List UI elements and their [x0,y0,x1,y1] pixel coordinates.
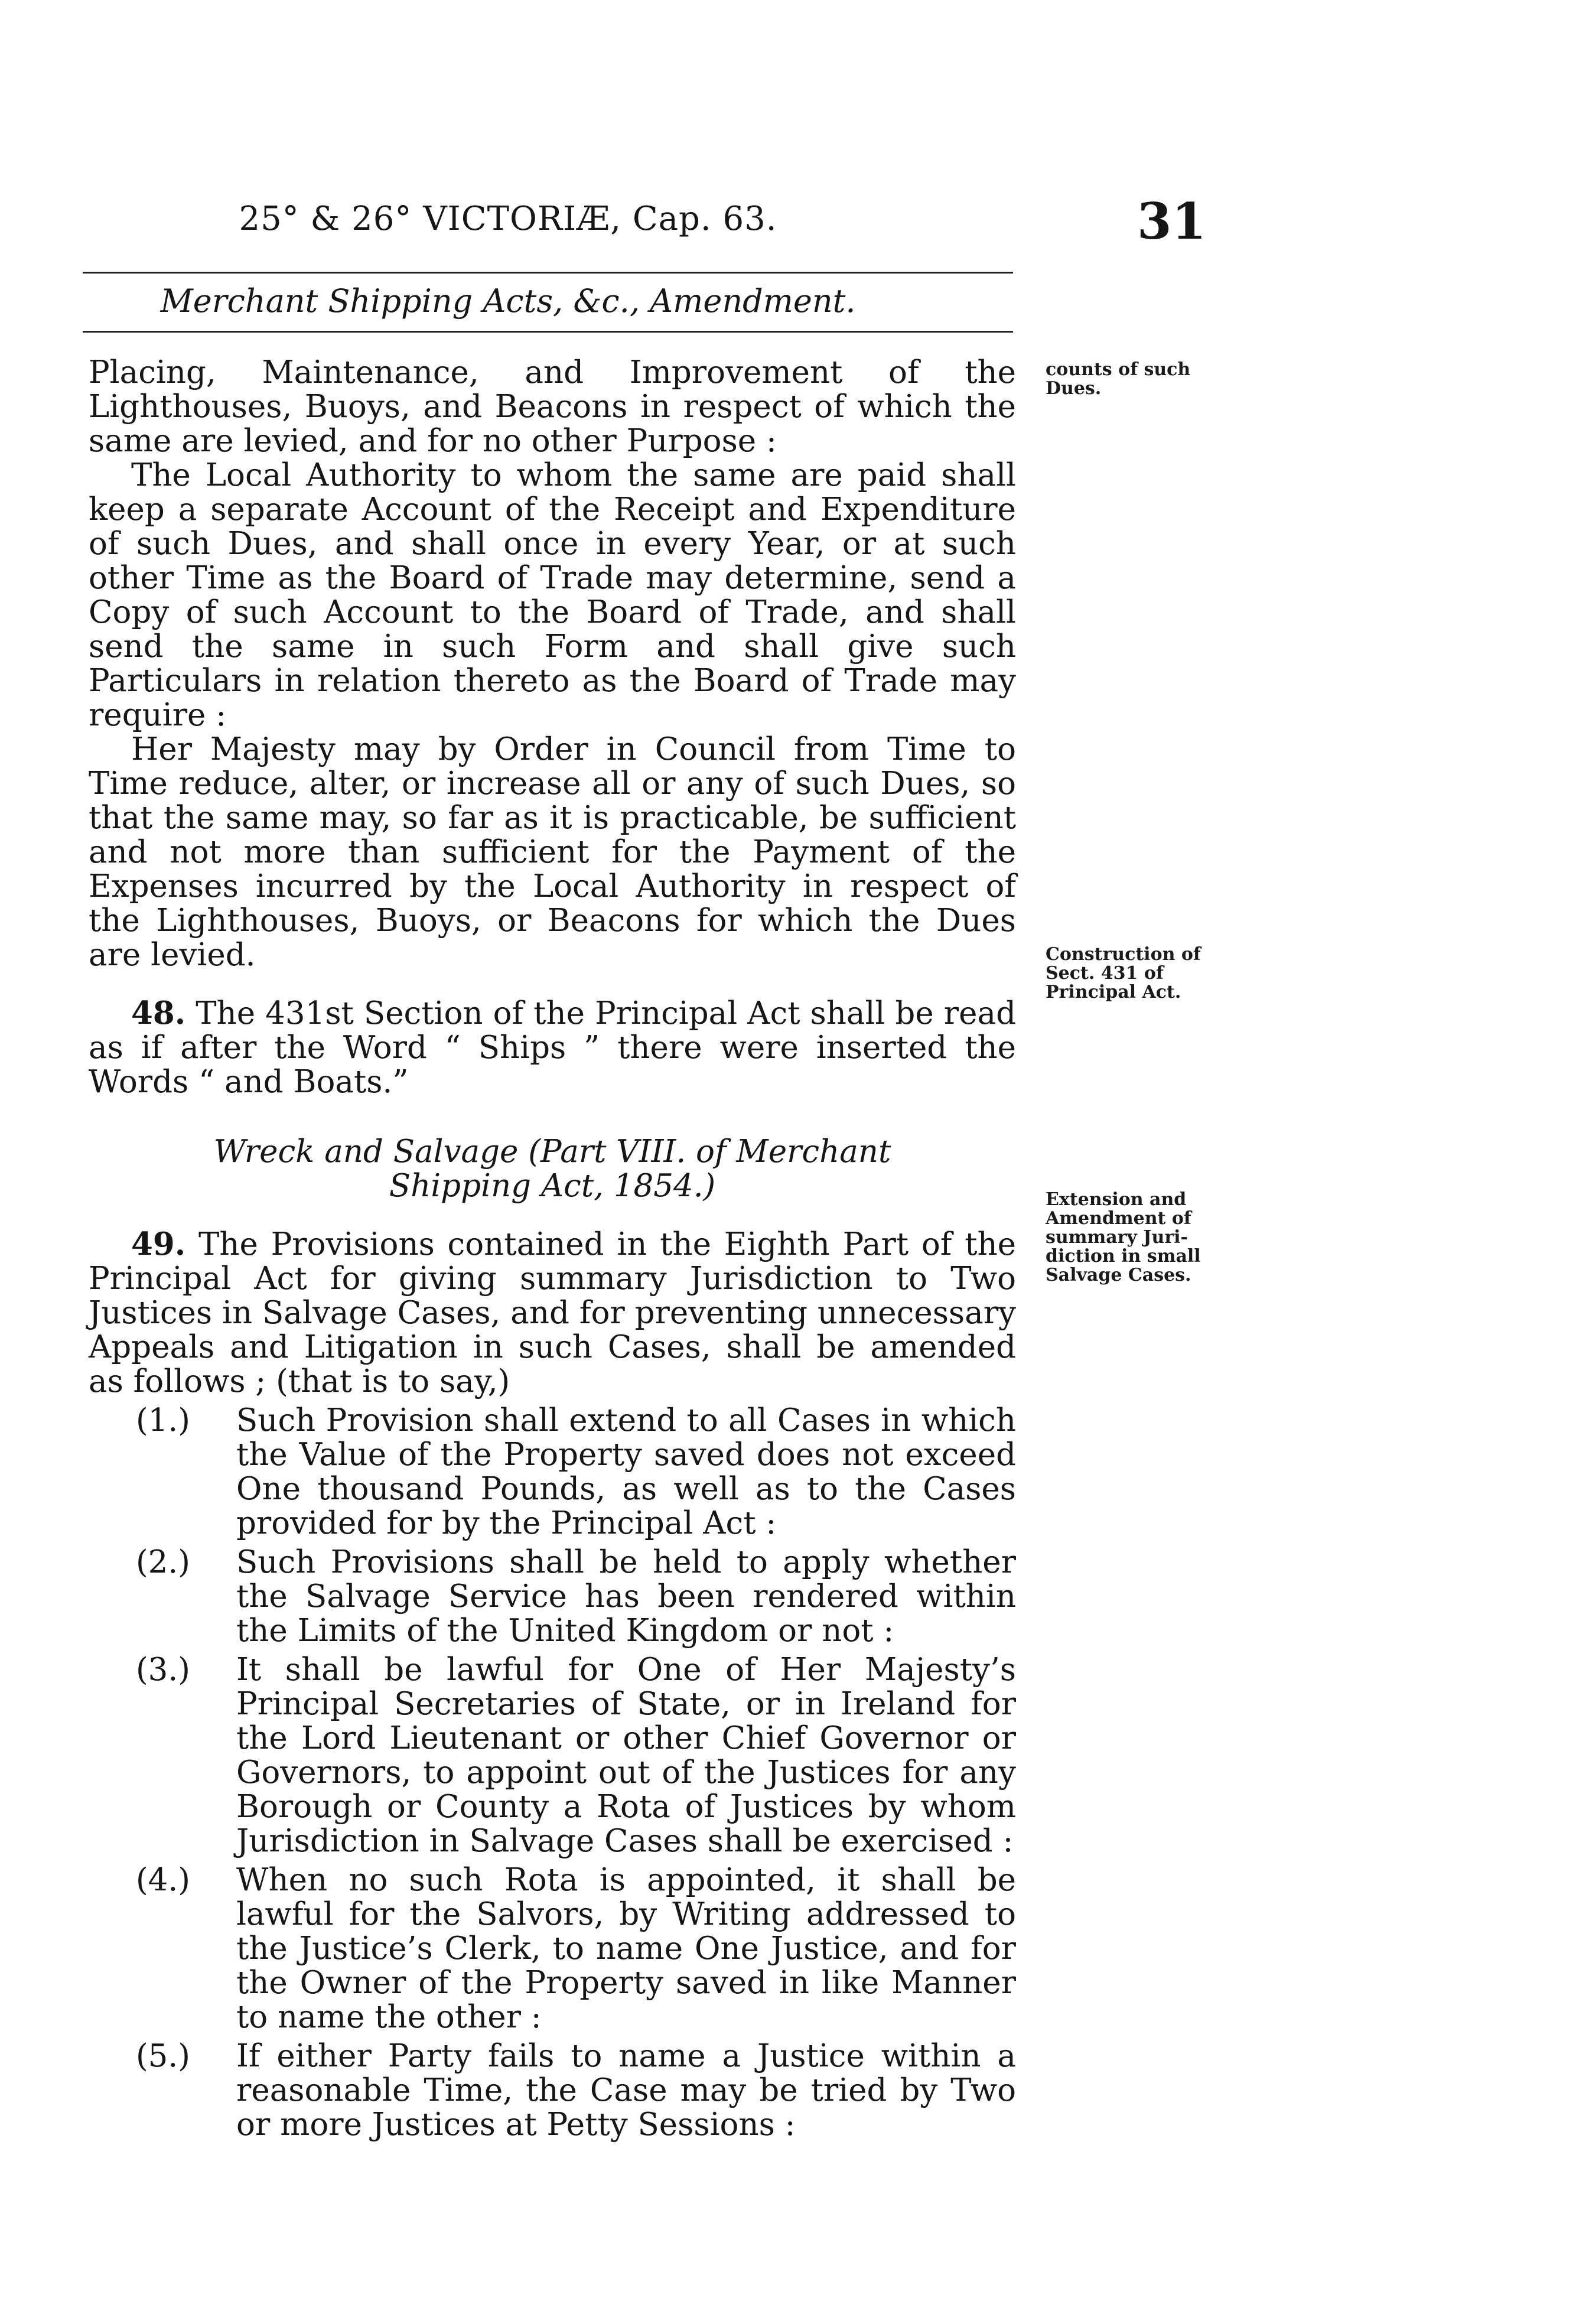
margin-note-construction: Construction of Sect. 431 of Principal Act. [1046,944,1201,1002]
margin-note-such-dues: counts of such Dues. [1046,359,1191,399]
part-heading: Wreck and Salvage (Part VIII. of Merchant Shipping Act, 1854.) [213,1134,891,1204]
body-text [89,356,1016,2147]
section-number: 48. [131,995,186,1031]
section-49 [89,1227,1016,1399]
list-item [89,1545,1016,1648]
margin-note-extension: Extension and Amendment of summary Juri-diction in small Salvage Cases. [1046,1189,1201,1285]
provision-number: (5.) [136,2038,190,2074]
section-text: The 431st Section of the Principal Act shall be read as if after the Word “ Ships ” there were inserted the Words “ and Boats.” [89,995,1016,1100]
list-item [89,2039,1016,2142]
act-subtitle: Merchant Shipping Acts, &c., Amendment. [160,282,856,320]
paragraph-order-in-council: Her Majesty may by Order in Council from Time to Time reduce, alter, or increase all or any of such Dues, so that the same may, so far as it is practicable, be sufficient and not more than sufficient for the Payment of the Expenses incurred by the Local Authority in respect of the Lighthouses, Buoys, or Beacons for which the Dues are levied. [89,731,1016,973]
provision-list [89,1404,1016,2142]
list-item [89,1653,1016,1858]
provision-text: When no such Rota is appointed, it shall be lawful for the Salvors, by Writing addressed to the Justice’s Clerk, to name One Justice, and for the Owner of the Property saved in like Manner to name the other : [236,1862,1016,2035]
list-item [89,1404,1016,1541]
provision-text: It shall be lawful for One of Her Majesty’s Principal Secretaries of State, or in Ireland for the Lord Lieutenant or other Chief Governor or Governors, to appoint out of the Justices for any Borough or County a Rota of Justices by whom Jurisdiction in Salvage Cases shall be exercised : [236,1652,1016,1859]
section-48 [89,996,1016,1099]
paragraph-continued: Placing, Maintenance, and Improvement of the Lighthouses, Buoys, and Beacons in respect of which the same are levied, and for no other Purpose : [89,354,1016,459]
page-number: 31 [1137,192,1206,250]
provision-text: If either Party fails to name a Justice within a reasonable Time, the Case may be tried by Two or more Justices at Petty Sessions : [236,2038,1016,2143]
header-rule-top [83,272,1013,274]
provision-number: (2.) [136,1544,190,1580]
paragraph-account: The Local Authority to whom the same are paid shall keep a separate Account of the Receipt and Expenditure of such Dues, and shall once in every Year, or at such other Time as the Board of Trade may determine, send a Copy of such Account to the Board of Trade, and shall send the same in such Form and shall give such Particulars in relation thereto as the Board of Trade may require : [89,457,1016,733]
list-item [89,1863,1016,2035]
header-rule-bottom [83,331,1013,333]
provision-number: (4.) [136,1862,190,1898]
provision-number: (1.) [136,1402,190,1438]
running-title: 25° & 26° VICTORIÆ, Cap. 63. [239,200,777,238]
provision-text: Such Provision shall extend to all Cases in which the Value of the Property saved does not exceed One thousand Pounds, as well as to the Cases provided for by the Principal Act : [236,1402,1016,1541]
section-text: The Provisions contained in the Eighth Part of the Principal Act for giving summary Jurisdiction to Two Justices in Salvage Cases, and for preventing unnecessary Appeals and Litigation in such Cases, shall be amended as follows ; (that is to say,) [89,1226,1016,1399]
provision-text: Such Provisions shall be held to apply whether the Salvage Service has been rendered within the Limits of the United Kingdom or not : [236,1544,1016,1649]
provision-number: (3.) [136,1652,190,1688]
section-number: 49. [131,1226,186,1262]
